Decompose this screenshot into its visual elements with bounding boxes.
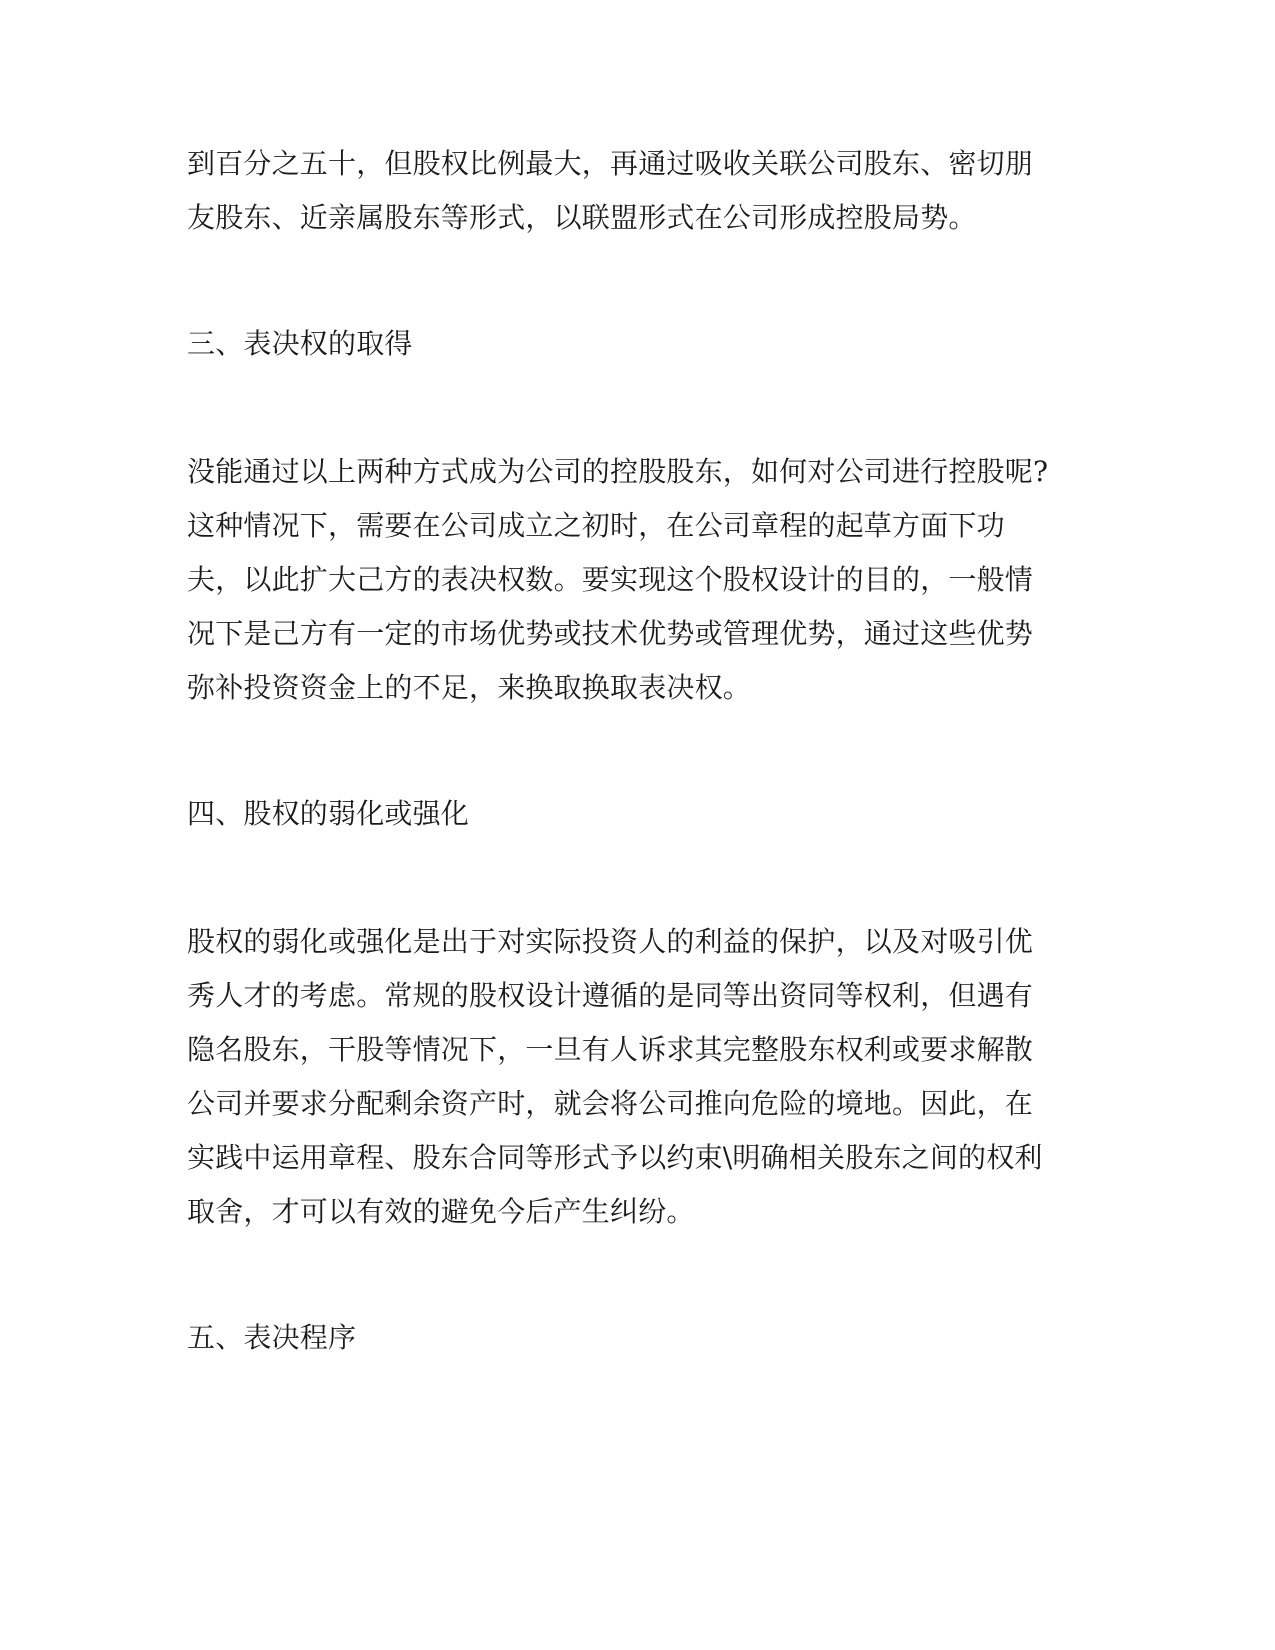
paragraph-line: 实践中运用章程、股东合同等形式予以约束\明确相关股东之间的权利 — [187, 1141, 1043, 1174]
paragraph-line: 弥补投资资金上的不足，来换取换取表决权。 — [187, 671, 752, 704]
paragraph-line: 况下是己方有一定的市场优势或技术优势或管理优势，通过这些优势 — [187, 617, 1034, 650]
paragraph-line: 没能通过以上两种方式成为公司的控股股东，如何对公司进行控股呢? — [187, 455, 1049, 488]
paragraph-line: 友股东、近亲属股东等形式，以联盟形式在公司形成控股局势。 — [187, 201, 977, 234]
paragraph-line: 秀人才的考虑。常规的股权设计遵循的是同等出资同等权利，但遇有 — [187, 979, 1034, 1012]
paragraph-line: 股权的弱化或强化是出于对实际投资人的利益的保护，以及对吸引优 — [187, 925, 1034, 958]
paragraph-line: 这种情况下，需要在公司成立之初时，在公司章程的起草方面下功 — [187, 509, 1005, 542]
paragraph-line: 夫，以此扩大己方的表决权数。要实现这个股权设计的目的，一般情 — [187, 563, 1034, 596]
paragraph-line: 公司并要求分配剩余资产时，就会将公司推向危险的境地。因此，在 — [187, 1087, 1034, 1120]
paragraph-line: 取舍，才可以有效的避免今后产生纠纷。 — [187, 1195, 695, 1228]
paragraph-line: 到百分之五十，但股权比例最大，再通过吸收关联公司股东、密切朋 — [187, 147, 1034, 180]
section-heading-voting-procedure: 五、表决程序 — [187, 1321, 357, 1354]
section-heading-equity-weakening: 四、股权的弱化或强化 — [187, 797, 470, 830]
section-heading-voting-rights: 三、表决权的取得 — [187, 327, 413, 360]
paragraph-line: 隐名股东，干股等情况下，一旦有人诉求其完整股东权利或要求解散 — [187, 1033, 1034, 1066]
